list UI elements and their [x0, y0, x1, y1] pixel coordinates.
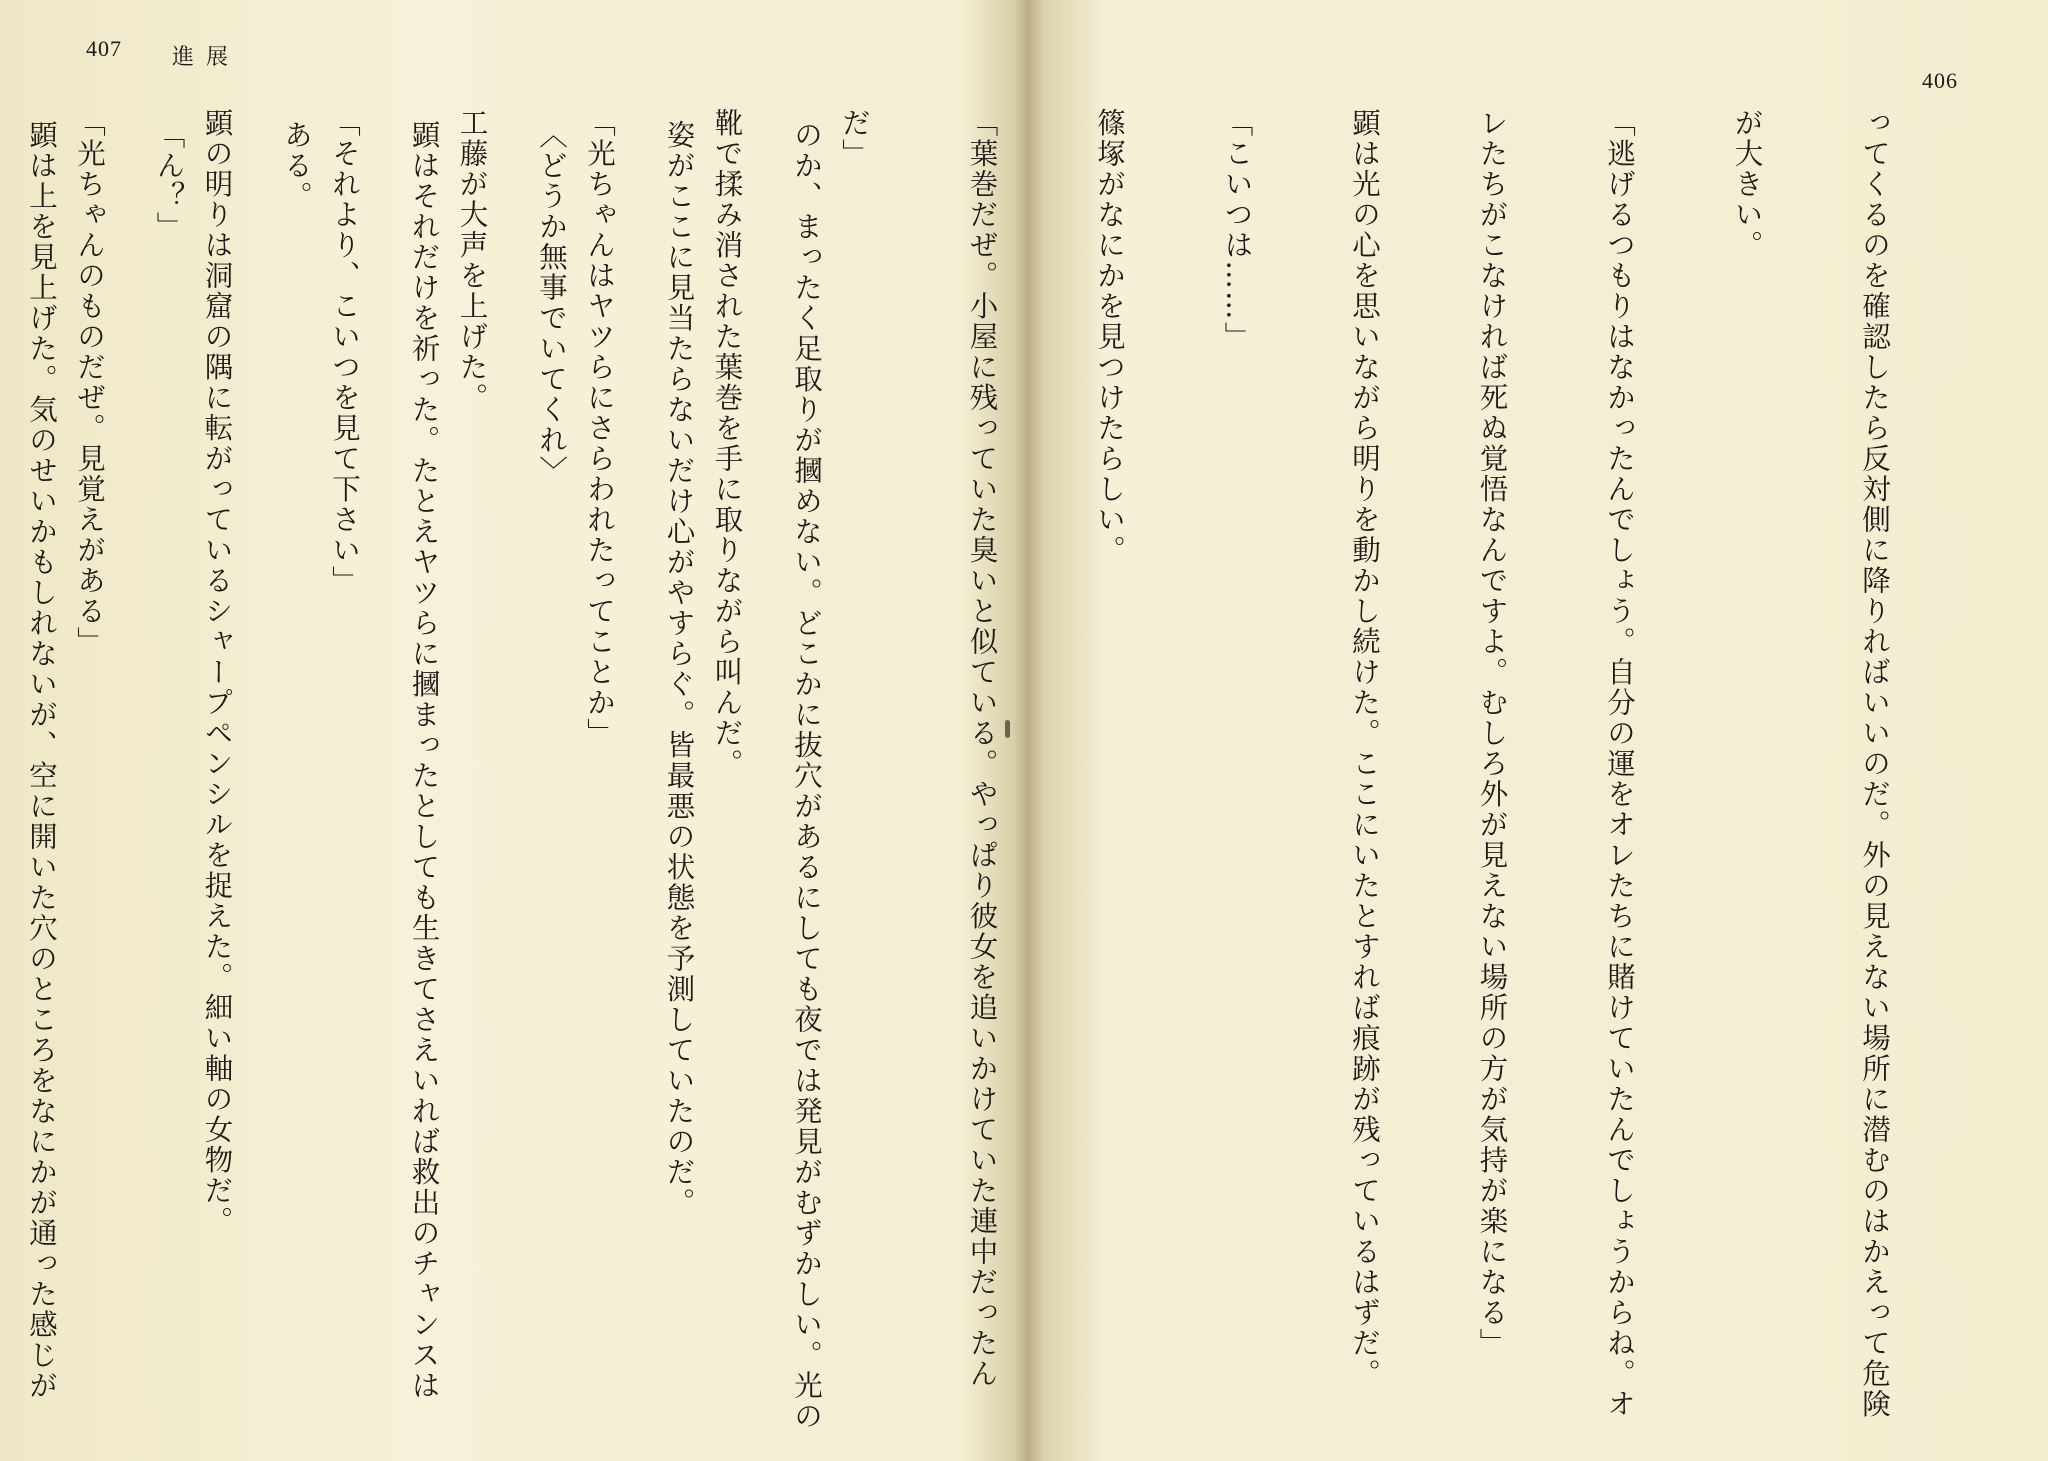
text-line: ある。	[280, 120, 313, 212]
text-line: 顕はそれだけを祈った。たとえヤツらに摑まったとしても生きてさえいれば救出のチャンスは	[407, 120, 441, 1401]
text-line: 顕は上を見上げた。気のせいかもしれないが、空に開いた穴のところをなにかが通った感じが	[25, 120, 58, 1401]
text-line: 「光ちゃんのものだぜ。見覚えがある」	[73, 108, 106, 657]
text-line: 顕の明りは洞窟の隅に転がっているシャープペンシルを捉えた。細い軸の女物だ。	[200, 108, 234, 1237]
text-line: 〈どうか無事でいてくれ〉	[535, 120, 568, 486]
text-line: 「逃げるつもりはなかったんでしょう。自分の運をオレたちに賭けていたんでしょうからね。オ	[1603, 108, 1636, 1420]
page-number: 406	[1922, 68, 1958, 93]
running-title: 進展	[172, 45, 241, 70]
text-line: 顕は光の心を思いながら明りを動かし続けた。ここにいたとすれば痕跡が残っているはずだ。	[1348, 108, 1381, 1389]
text-line: レたちがこなければ死ぬ覚悟なんですよ。むしろ外が見えない場所の方が気持が楽になる」	[1475, 108, 1509, 1359]
text-line: 「光ちゃんはヤツらにさらわれたってことか」	[583, 108, 616, 749]
text-line: のか、まったく足取りが摑めない。どこかに抜穴があるにしても夜では発見がむずかしい。光の	[790, 120, 823, 1432]
text-line: 姿がここに見当たらないだけ心がやすらぐ。皆最悪の状態を予測していたのだ。	[662, 120, 696, 1218]
text-line: が大きい。	[1730, 108, 1764, 261]
text-line: 篠塚がなにかを見つけたらしい。	[1093, 108, 1126, 566]
text-line: 「ん？」	[152, 120, 186, 242]
text-line: ってくるのを確認したら反対側に降りればいいのだ。外の見えない場所に潜むのはかえって危険	[1858, 108, 1891, 1420]
text-line: 「葉巻だぜ。小屋に残っていた臭いと似ている。やっぱり彼女を追いかけていた連中だったん	[965, 108, 999, 1389]
text-line: 靴で揉み消された葉巻を手に取りながら叫んだ。	[710, 108, 744, 779]
text-line: 「それより、こいつを見て下さい」	[328, 108, 361, 596]
text-line: 「こいつは……」	[1220, 108, 1254, 352]
text-line: 工藤が大声を上げた。	[455, 108, 489, 413]
text-line: だ」	[838, 108, 871, 169]
page-number: 407	[86, 36, 122, 61]
